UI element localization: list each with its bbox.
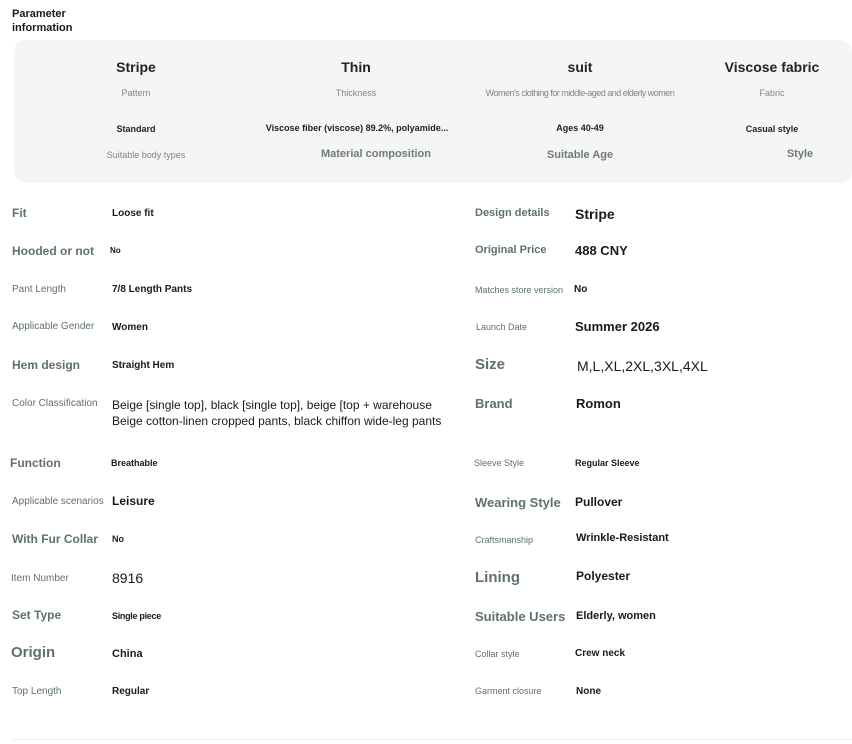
param-label-size: Size <box>475 356 506 373</box>
param-value-color: Beige [single top], black [single top], beige [top + warehouse Beige cotton-linen cropped pants, black chiffon wide-leg pants <box>112 398 442 428</box>
param-value-original-price: 488 CNY <box>575 243 628 258</box>
summary-value-thickness: Thin <box>341 59 371 75</box>
summary-key-body-type: Suitable body types <box>106 150 186 160</box>
summary-key-age: Suitable Age <box>546 149 614 161</box>
param-value-suitable-users: Elderly, women <box>576 610 656 622</box>
param-value-launch-date: Summer 2026 <box>575 319 660 334</box>
param-label-launch-date: Launch Date <box>476 322 528 332</box>
param-value-hooded: No <box>110 246 121 255</box>
param-value-hem: Straight Hem <box>112 360 175 371</box>
param-label-top-length: Top Length <box>12 686 62 697</box>
param-value-scenarios: Leisure <box>112 494 155 508</box>
param-value-origin: China <box>112 648 143 660</box>
param-label-brand: Brand <box>475 396 513 411</box>
summary-key-fabric: Fabric <box>759 88 785 98</box>
summary-key-thickness: Thickness <box>335 88 377 98</box>
param-label-store-version: Matches store version <box>475 285 564 295</box>
param-value-lining: Polyester <box>576 569 631 583</box>
section-title: Parameter information <box>12 8 73 34</box>
summary-value-style: Casual style <box>745 124 799 134</box>
param-label-sleeve-style: Sleeve Style <box>474 458 525 468</box>
param-value-wearing-style: Pullover <box>575 495 623 509</box>
summary-key-material: Material composition <box>320 148 432 160</box>
param-label-fit: Fit <box>12 206 27 220</box>
param-label-original-price: Original Price <box>475 244 547 256</box>
param-value-design-details: Stripe <box>575 206 615 222</box>
param-label-suitable-users: Suitable Users <box>475 609 566 624</box>
param-label-item-number: Item Number <box>11 573 69 584</box>
param-label-wearing-style: Wearing Style <box>475 495 561 510</box>
summary-key-style: Style <box>786 148 814 160</box>
param-label-origin: Origin <box>11 644 56 661</box>
summary-value-suit: suit <box>567 59 593 75</box>
param-label-color: Color Classification <box>12 398 98 409</box>
summary-value-body-type: Standard <box>116 124 156 134</box>
summary-key-suit: Women's clothing for middle-aged and elderly women <box>485 88 675 98</box>
param-value-fur-collar: No <box>112 534 124 544</box>
param-value-item-number: 8916 <box>112 570 144 586</box>
summary-value-pattern: Stripe <box>116 59 156 75</box>
param-label-gender: Applicable Gender <box>12 321 95 332</box>
param-value-pant-length: 7/8 Length Pants <box>112 284 193 295</box>
param-label-hooded: Hooded or not <box>12 244 94 258</box>
summary-value-material: Viscose fiber (viscose) 89.2%, polyamide... <box>265 123 449 133</box>
param-value-top-length: Regular <box>112 686 150 697</box>
param-label-lining: Lining <box>475 569 520 586</box>
param-value-gender: Women <box>112 322 148 333</box>
param-value-set-type: Single piece <box>112 611 161 621</box>
param-label-fur-collar: With Fur Collar <box>12 532 98 546</box>
param-value-sleeve-style: Regular Sleeve <box>575 458 640 468</box>
param-label-pant-length: Pant Length <box>12 284 66 295</box>
param-value-function: Breathable <box>111 458 158 468</box>
param-label-design-details: Design details <box>475 207 550 219</box>
param-value-size: M,L,XL,2XL,3XL,4XL <box>577 358 708 374</box>
param-label-garment-closure: Garment closure <box>475 686 542 696</box>
param-value-fit: Loose fit <box>112 208 154 219</box>
param-label-hem: Hem design <box>12 358 81 372</box>
summary-value-fabric: Viscose fabric <box>724 59 820 75</box>
param-label-set-type: Set Type <box>12 608 62 622</box>
param-value-store-version: No <box>574 284 588 295</box>
summary-key-pattern: Pattern <box>121 88 151 98</box>
param-value-brand: Romon <box>576 396 621 411</box>
param-label-collar-style: Collar style <box>475 649 520 659</box>
bottom-divider <box>12 739 852 740</box>
summary-card <box>14 40 852 183</box>
param-label-scenarios: Applicable scenarios <box>12 496 104 507</box>
param-value-garment-closure: None <box>576 686 601 697</box>
param-label-craftsmanship: Craftsmanship <box>475 535 534 545</box>
param-value-collar-style: Crew neck <box>575 648 626 659</box>
summary-value-age: Ages 40-49 <box>556 123 604 133</box>
param-label-function: Function <box>10 456 61 470</box>
param-value-craftsmanship: Wrinkle-Resistant <box>576 532 669 544</box>
